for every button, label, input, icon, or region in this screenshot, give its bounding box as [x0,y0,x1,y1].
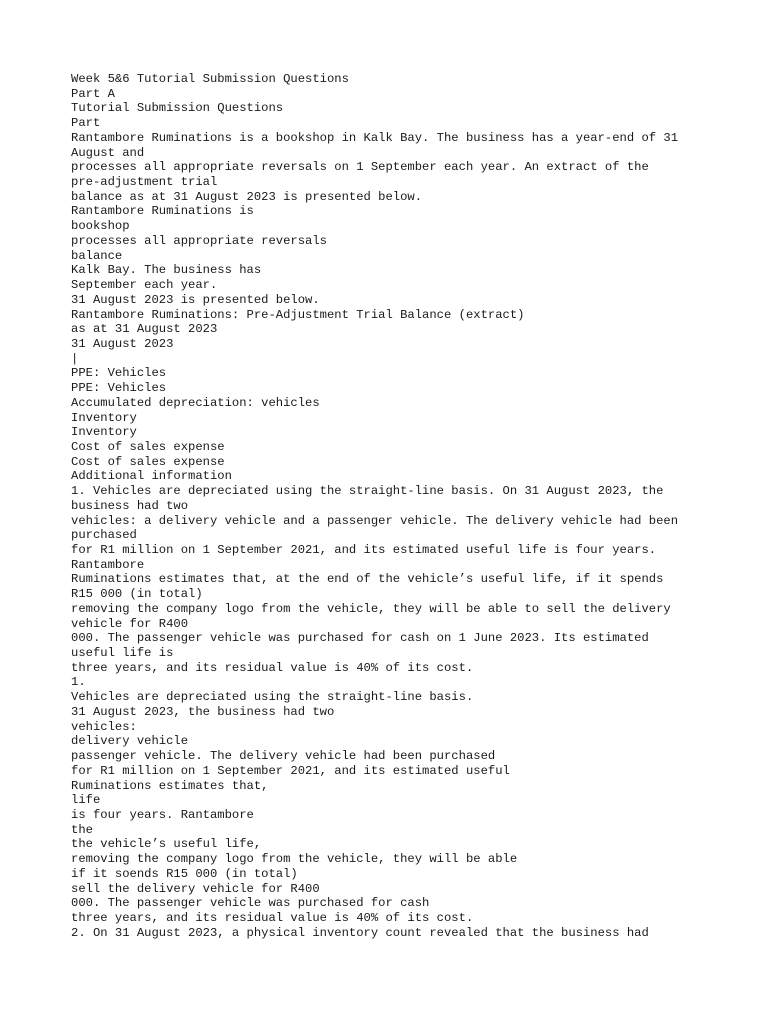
text-line: removing the company logo from the vehicle, they will be able [71,852,518,867]
text-line: the [71,822,93,837]
text-line: if it soends R15 000 (in total) [71,866,298,881]
text-line: Inventory [71,410,137,425]
text-line: Inventory [71,425,137,440]
text-line: Accumulated depreciation: vehicles [71,395,320,410]
text-line: 31 August 2023, the business had two [71,704,335,719]
text-line: Rantambore Ruminations is a bookshop in Kalk Bay. The business has a year-end of 31 [71,130,679,145]
text-line: life [71,793,101,808]
text-line: Cost of sales expense [71,454,225,469]
text-line: bookshop [71,219,130,234]
document-text [71,72,761,940]
text-line: the vehicle’s useful life, [71,837,262,852]
text-line: delivery vehicle [71,734,189,749]
text-line: processes all appropriate reversals [71,233,327,248]
text-line: 000. The passenger vehicle was purchased for cash on 1 June 2023. Its estimated [71,631,649,646]
text-line: Ruminations estimates that, [71,778,269,793]
text-line: balance as at 31 August 2023 is presented below. [71,189,423,204]
text-line: business had two [71,498,189,513]
text-line: passenger vehicle. The delivery vehicle had been purchased [71,749,496,764]
text-line: purchased [71,528,137,543]
text-line: removing the company logo from the vehicle, they will be able to sell the delivery [71,601,671,616]
text-line: sell the delivery vehicle for R400 [71,881,320,896]
text-line: for R1 million on 1 September 2021, and its estimated useful life is four years. [71,543,657,557]
text-line: 31 August 2023 is presented below. [71,292,320,307]
text-line: Part [71,116,101,131]
text-line: Part A [71,86,115,101]
text-line: vehicle for R400 [71,616,189,631]
text-line: Week 5&6 Tutorial Submission Questions [71,72,349,86]
text-line: processes all appropriate reversals on 1 September each year. An extract of the [71,160,649,175]
text-line: for R1 million on 1 September 2021, and its estimated useful [71,763,510,778]
text-line: 31 August 2023 [71,336,174,351]
text-line: Tutorial Submission Questions [71,101,284,116]
text-line: Rantambore Ruminations: Pre-Adjustment Trial Balance (extract) [71,307,525,322]
text-line: August and [71,145,145,160]
text-line: R15 000 (in total) [71,587,203,602]
text-line: is four years. Rantambore [71,807,254,822]
text-line: three years, and its residual value is 40% of its cost. [71,910,474,925]
text-line: vehicles: a delivery vehicle and a passenger vehicle. The delivery vehicle had been [71,513,679,528]
text-line: 1. [71,675,86,690]
text-line: Vehicles are depreciated using the straight-line basis. [71,690,474,705]
text-line: vehicles: [71,719,137,734]
text-line: pre-adjustment trial [71,175,218,190]
text-line: useful life is [71,646,174,661]
text-line: PPE: Vehicles [71,381,167,396]
text-line: 1. Vehicles are depreciated using the straight-line basis. On 31 August 2023, the [71,484,664,499]
text-line: Ruminations estimates that, at the end of the vehicle’s useful life, if it spends [71,572,664,587]
text-line: Kalk Bay. The business has [71,263,262,278]
text-line: PPE: Vehicles [71,366,167,381]
text-line: 000. The passenger vehicle was purchased for cash [71,896,430,911]
text-line: 2. On 31 August 2023, a physical inventory count revealed that the business had [71,925,649,940]
text-line: | [71,351,79,366]
text-line: Cost of sales expense [71,439,225,454]
text-line: three years, and its residual value is 40% of its cost. [71,660,474,675]
text-line: Rantambore [71,557,145,572]
text-line: balance [71,248,123,263]
text-line: September each year. [71,278,218,293]
text-line: Rantambore Ruminations is [71,204,254,219]
text-line: Additional information [71,469,232,484]
text-line: as at 31 August 2023 [71,322,218,337]
